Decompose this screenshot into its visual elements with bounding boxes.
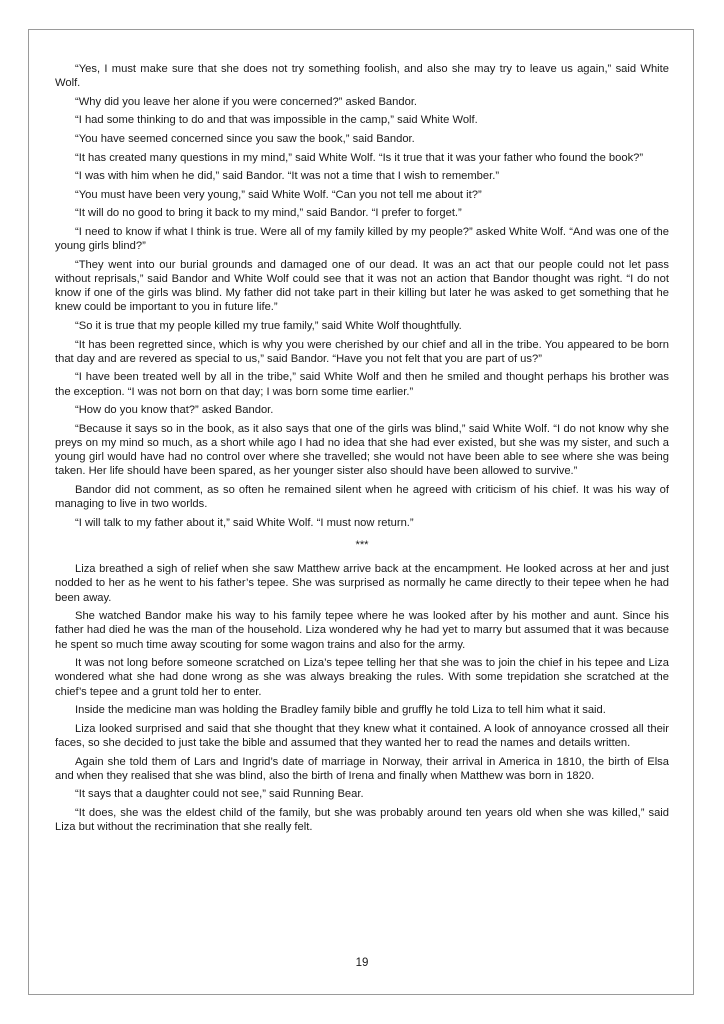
paragraph: “You have seemed concerned since you saw the book,” said Bandor. bbox=[75, 132, 415, 145]
paragraph: “Because it says so in the book, as it also says that one of the girls was blind,” said White Wolf. “I do not know why she preys on my mind so much, as a short while ago I had no idea that she had ever existed, but she was my sister, and such a young girl would have had no control over where she travelled; she would not have been able to see where she was being taken. Her life should have been spared, as her younger sister also should have been allowed to survive.” bbox=[55, 422, 669, 478]
paragraph: “It has been regretted since, which is why you were cherished by our chief and all in the tribe. You appeared to be born that day and are revered as special to us,” said Bandor. “Have you not felt that you are part of us?” bbox=[55, 338, 669, 365]
paragraph: “It has created many questions in my mind,” said White Wolf. “Is it true that it was your father who found the book?” bbox=[75, 151, 644, 164]
paragraph: “So it is true that my people killed my true family,” said White Wolf thoughtfully. bbox=[75, 319, 462, 332]
paragraph: “It does, she was the eldest child of the family, but she was probably around ten years old when she was killed,” said Liza but without the recrimination that she really felt. bbox=[55, 806, 669, 834]
paragraph: “I will talk to my father about it,” said White Wolf. “I must now return.” bbox=[75, 516, 414, 529]
page-body bbox=[55, 62, 669, 839]
page-number: 19 bbox=[355, 957, 369, 969]
paragraph: “I need to know if what I think is true. Were all of my family killed by my people?” asked White Wolf. “And was one of the young girls blind?” bbox=[55, 225, 669, 253]
paragraph: She watched Bandor make his way to his family tepee where he was looked after by his mother and aunt. Since his father had died he was the man of the household. Liza wondered why he had yet to marry but assumed that it was because he spent so much time away scouting for some wagon trains and also for the army. bbox=[55, 610, 669, 651]
paragraph: Liza breathed a sigh of relief when she saw Matthew arrive back at the encampment. He looked across at her and just nodded to her as he went to his father’s tepee. She was surprised as normally he came directly to their tepee when he had been away. bbox=[55, 563, 669, 604]
scene-separator: *** bbox=[355, 538, 369, 551]
paragraph: It was not long before someone scratched on Liza’s tepee telling her that she was to join the chief in his tepee and Liza wondered what she had done wrong as she was always breaking the rules. With some trepidation she scratched at the chief’s tepee and a grunt told her to enter. bbox=[55, 657, 669, 698]
paragraph: “They went into our burial grounds and damaged one of our dead. It was an act that our people could not let pass without reprisals,” said Bandor and White Wolf could see that it was not an action that Bandor thought was right. “I do not know if one of the girls was blind. My father did not take part in their killing but later he was asked to get something that he knew could be important to you in future life.” bbox=[55, 258, 669, 314]
paragraph: “I was with him when he did,” said Bandor. “It was not a time that I wish to remember.” bbox=[75, 170, 500, 183]
paragraph: Liza looked surprised and said that she thought that they knew what it contained. A look of annoyance crossed all their faces, so she decided to just take the bible and assumed that they wanted her to read the names and details written. bbox=[55, 722, 669, 749]
paragraph: “I had some thinking to do and that was impossible in the camp,” said White Wolf. bbox=[75, 114, 478, 127]
paragraph: “You must have been very young,” said White Wolf. “Can you not tell me about it?” bbox=[75, 188, 482, 201]
paragraph: “Why did you leave her alone if you were concerned?” asked Bandor. bbox=[75, 95, 418, 108]
paragraph: “How do you know that?” asked Bandor. bbox=[75, 404, 274, 417]
paragraph: Bandor did not comment, as so often he remained silent when he agreed with criticism of his chief. It was his way of managing to live in two worlds. bbox=[55, 483, 669, 511]
paragraph: Inside the medicine man was holding the Bradley family bible and gruffly he told Liza to tell him what it said. bbox=[75, 704, 606, 717]
paragraph: “I have been treated well by all in the tribe,” said White Wolf and then he smiled and thought perhaps his brother was the exception. “I was not born on that day; I was born some time earlier.” bbox=[55, 371, 669, 398]
paragraph: “Yes, I must make sure that she does not try something foolish, and also she may try to leave us again,” said White Wolf. bbox=[55, 63, 669, 90]
paragraph: Again she told them of Lars and Ingrid’s date of marriage in Norway, their arrival in America in 1810, the birth of Elsa and when they realised that she was blind, also the birth of Irena and finally when Matthew was born in 1820. bbox=[55, 755, 669, 782]
paragraph: “It says that a daughter could not see,” said Running Bear. bbox=[75, 788, 364, 801]
paragraph: “It will do no good to bring it back to my mind,” said Bandor. “I prefer to forget.” bbox=[75, 207, 462, 220]
